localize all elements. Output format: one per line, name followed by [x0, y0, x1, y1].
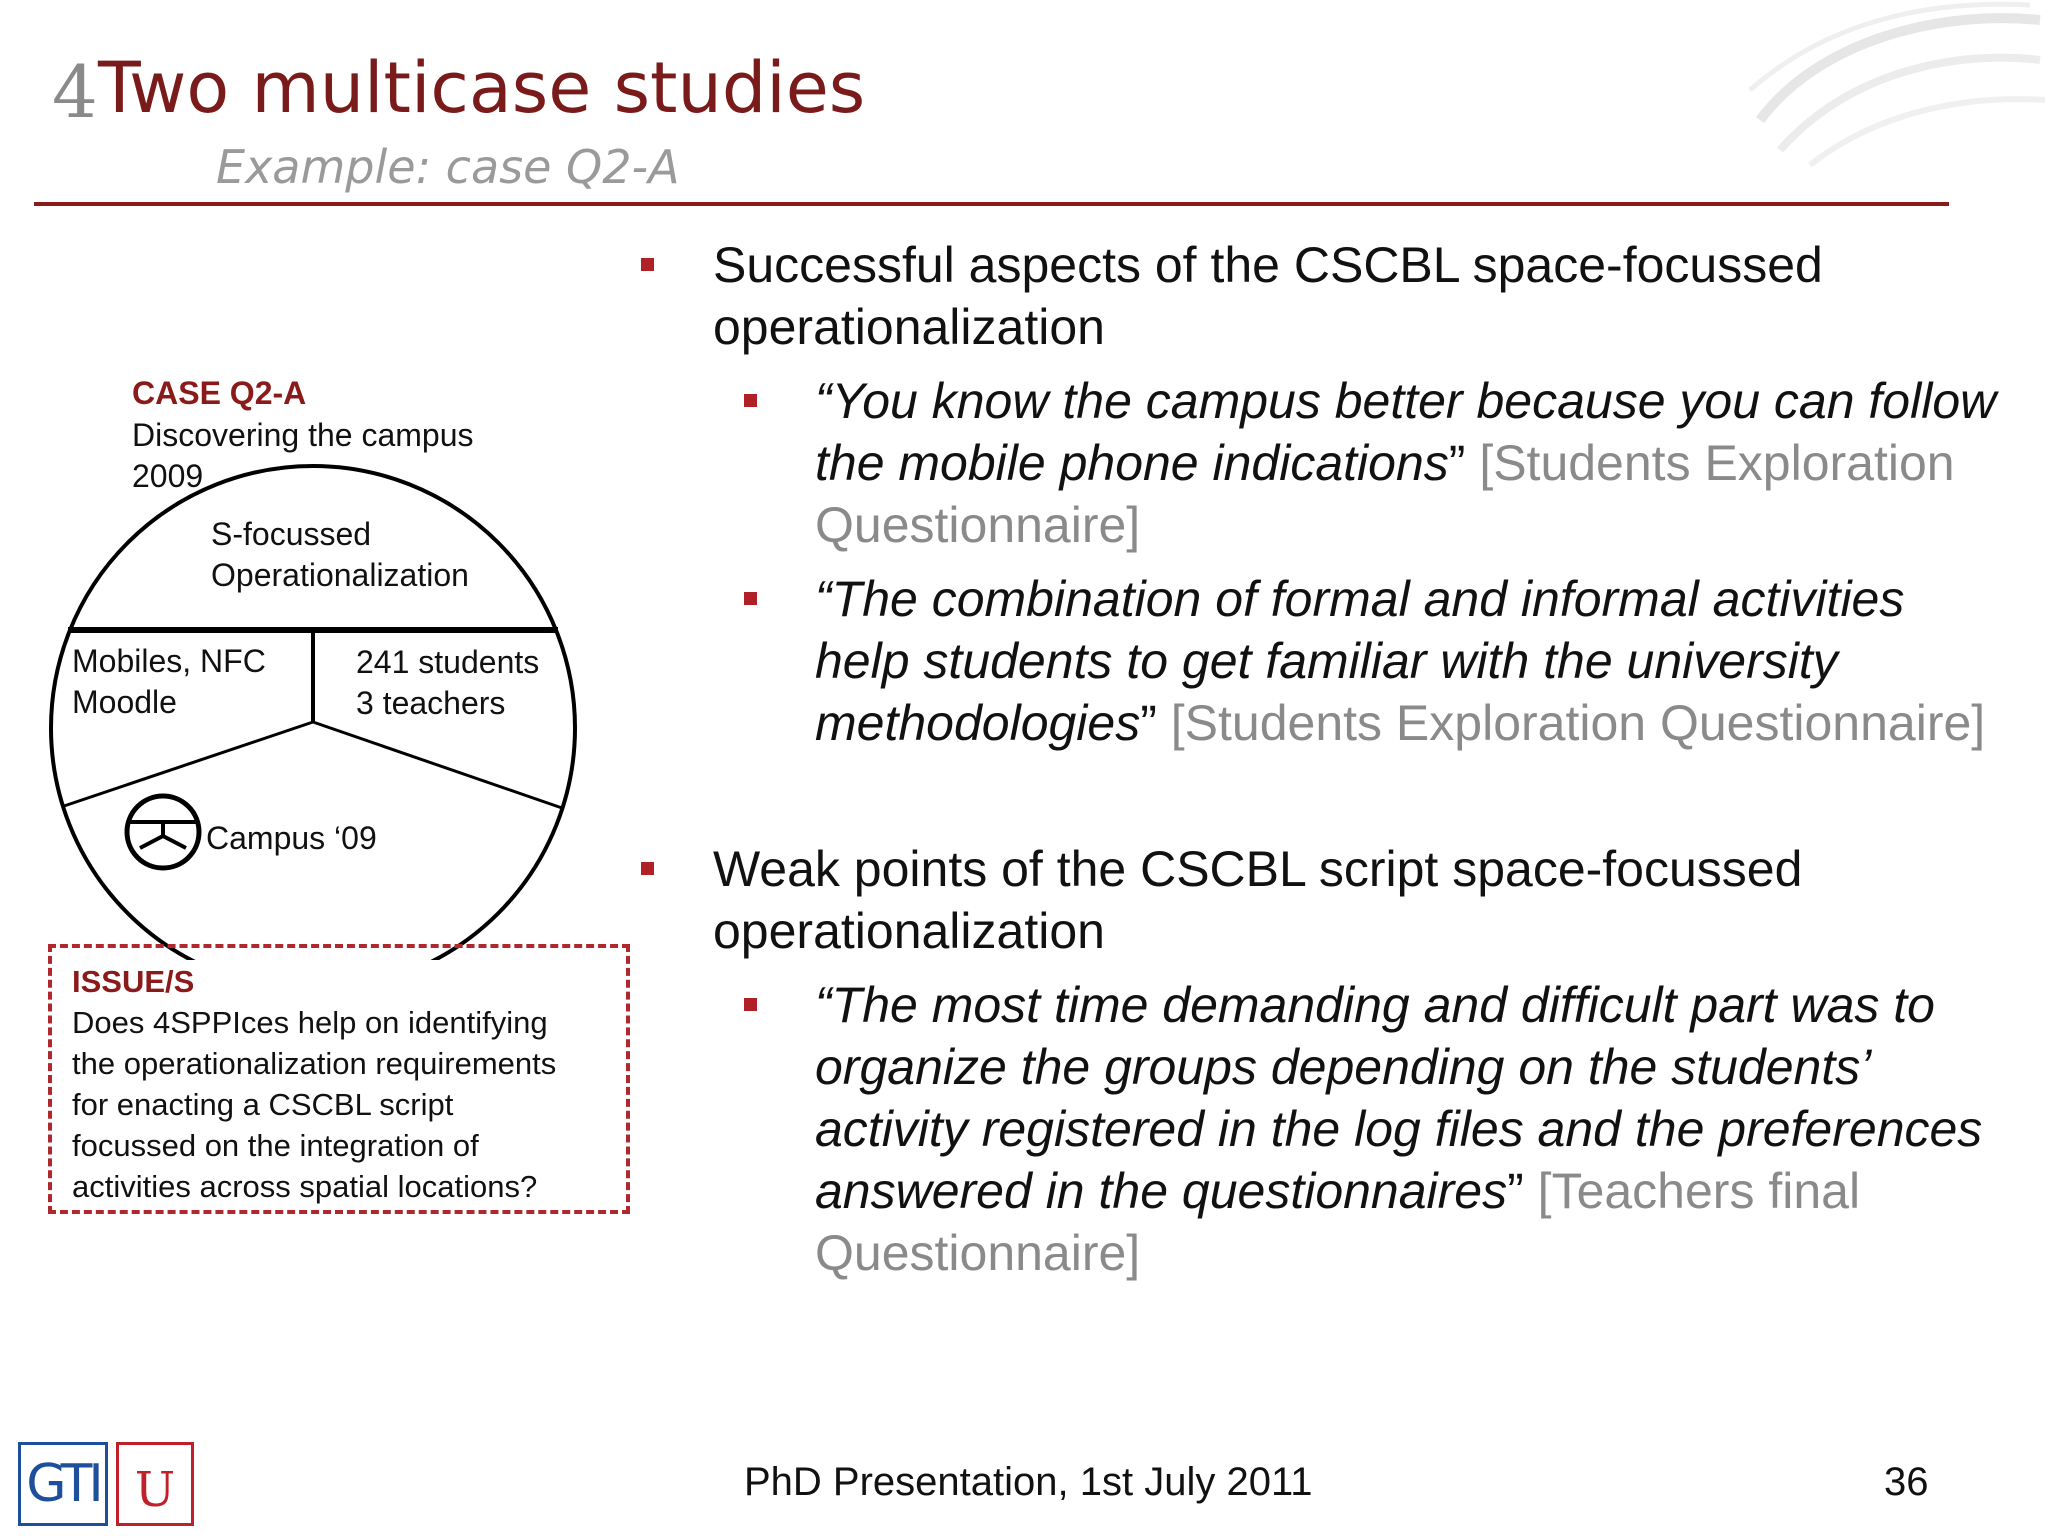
quote1-line3: Questionnaire] [815, 497, 1141, 553]
university-logo: U [116, 1442, 194, 1526]
quote1-line1: “You know the campus better because you can follow [815, 373, 1997, 429]
diagram-top-line1: S-focussed [211, 516, 372, 552]
gti-logo: GTI [18, 1442, 108, 1526]
successful-heading-line2: operationalization [713, 299, 1105, 355]
campus-icon [127, 796, 199, 868]
quote2-line3: methodologies” [Students Exploration Questionnaire] [815, 695, 1986, 751]
case-year: 2009 [132, 458, 204, 494]
page-subtitle: Example: case Q2-A [216, 140, 680, 194]
quote3-line3: activity registered in the log files and the preferences [815, 1101, 1983, 1157]
case-diagram [0, 0, 640, 960]
bullet-square [641, 258, 654, 271]
quote1-line2: the mobile phone indications” [Students Exploration [815, 435, 1955, 491]
diagram-left-line2: Moodle [72, 684, 177, 720]
issue-line: Does 4SPPIces help on identifying [72, 1005, 548, 1040]
page-title: Two multicase studies [98, 47, 866, 129]
issue-line: activities across spatial locations? [72, 1169, 538, 1204]
quote2-line2: help students to get familiar with the university [815, 633, 1838, 689]
issue-box [48, 944, 630, 1214]
page-number: 36 [1884, 1460, 1929, 1504]
weak-heading-line1: Weak points of the CSCBL script space-focussed [713, 841, 1803, 897]
quote3-line1: “The most time demanding and difficult part was to [815, 977, 1935, 1033]
case-name: Discovering the campus [132, 417, 474, 453]
footer-text: PhD Presentation, 1st July 2011 [744, 1460, 1313, 1504]
issue-line: focussed on the integration of [72, 1128, 479, 1163]
bullet-square [641, 862, 654, 875]
sub-bullet-square [744, 592, 757, 605]
issue-line: for enacting a CSCBL script [72, 1087, 454, 1122]
quote2-line1: “The combination of formal and informal activities [815, 571, 1905, 627]
issue-heading: ISSUE/S [72, 964, 195, 999]
case-label: CASE Q2-A [132, 375, 307, 411]
diagram-divider-right [313, 722, 562, 808]
successful-heading-line1: Successful aspects of the CSCBL space-focussed [713, 237, 1823, 293]
diagram-left-line1: Mobiles, NFC [72, 643, 266, 679]
weak-heading-line2: operationalization [713, 903, 1105, 959]
diagram-right-line1: 241 students [356, 644, 540, 680]
quote3-line5: Questionnaire] [815, 1225, 1141, 1281]
quote3-line2: organize the groups depending on the students’ [815, 1039, 1872, 1095]
diagram-top-line2: Operationalization [211, 557, 469, 593]
sub-bullet-square [744, 998, 757, 1011]
diagram-bottom-label: Campus ‘09 [206, 820, 377, 856]
sub-bullet-square [744, 394, 757, 407]
issue-line: the operationalization requirements [72, 1046, 557, 1081]
diagram-divider-left [64, 722, 313, 806]
diagram-right-line2: 3 teachers [356, 685, 506, 721]
decorative-swirl [1740, 0, 2048, 170]
slide-section-number: 4 [52, 50, 98, 134]
quote3-line4: answered in the questionnaires” [Teachers final [815, 1163, 1861, 1219]
